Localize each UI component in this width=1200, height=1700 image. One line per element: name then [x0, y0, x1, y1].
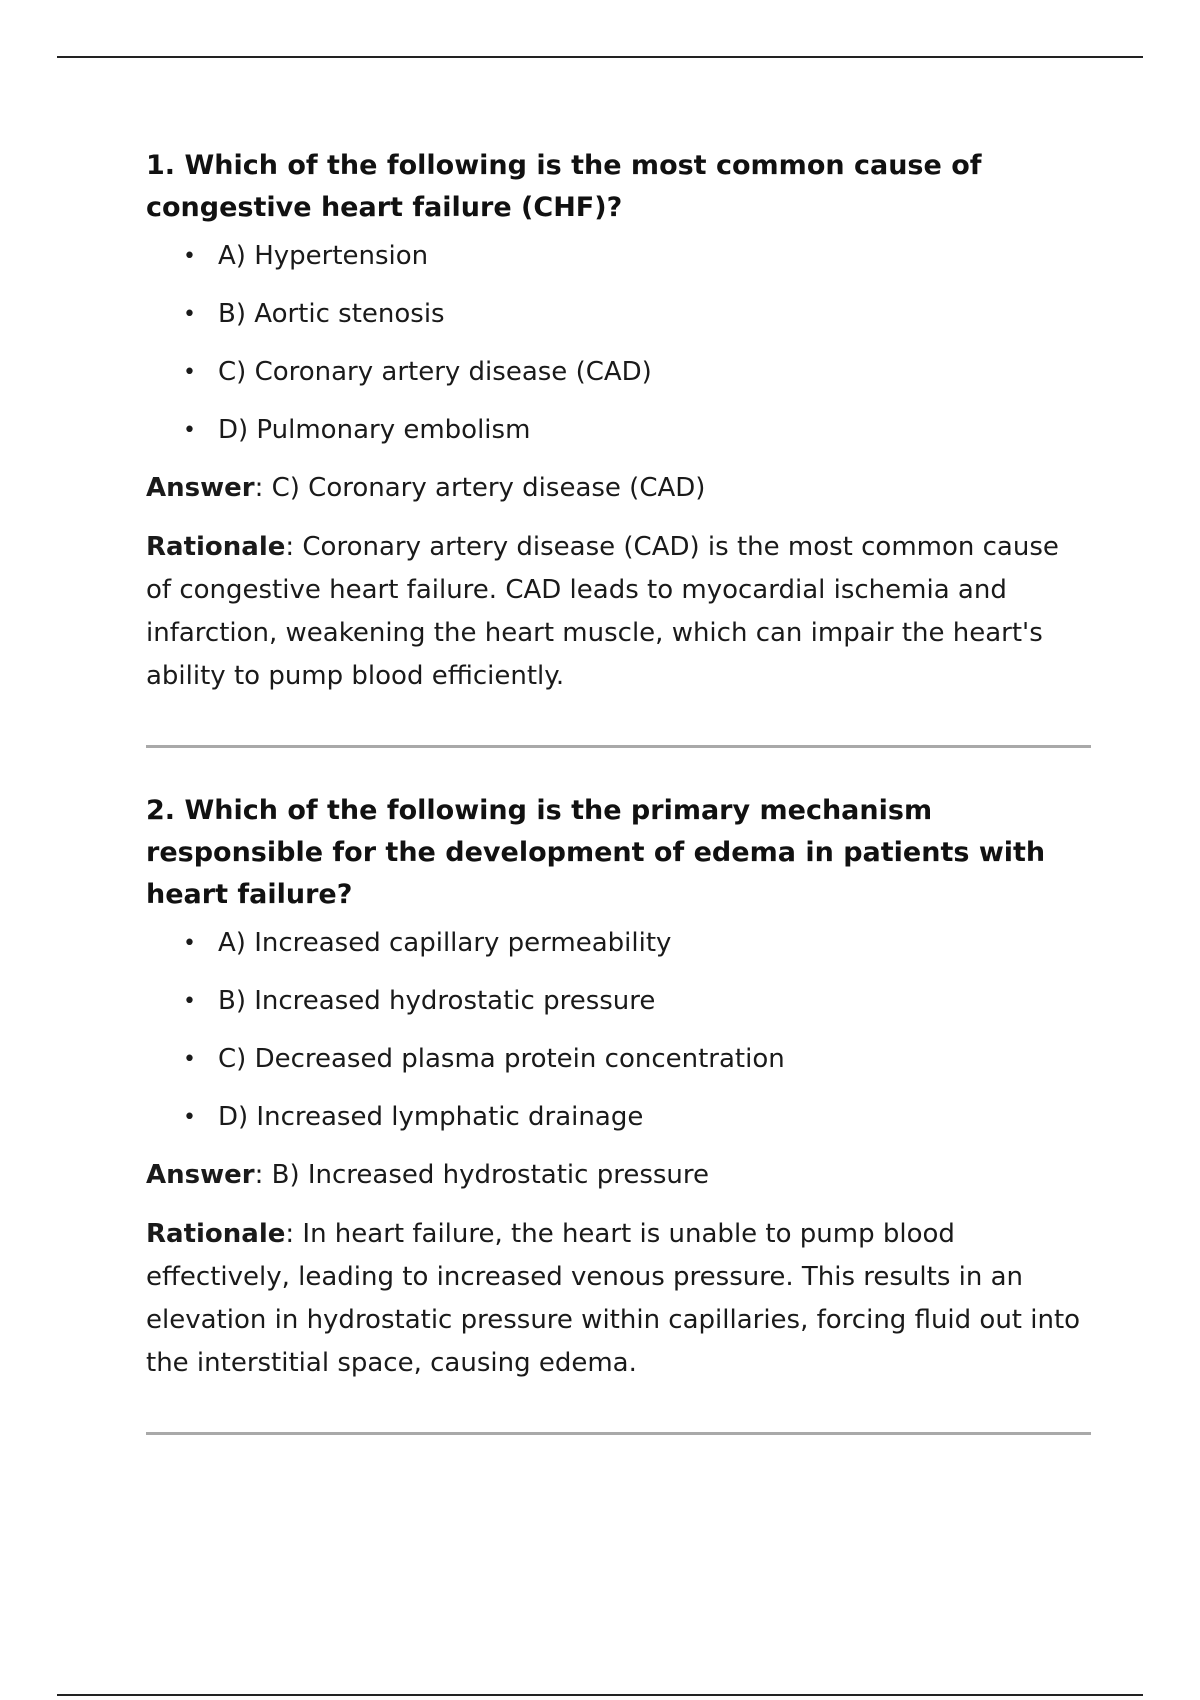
bullet-icon: •	[183, 302, 196, 327]
bullet-icon: •	[183, 244, 196, 269]
option-label: C) Coronary artery disease (CAD)	[218, 357, 652, 387]
answer-text: : C) Coronary artery disease (CAD)	[254, 473, 706, 503]
question-2	[146, 790, 1091, 1385]
rationale-label: Rationale	[146, 532, 286, 562]
option-label: D) Increased lymphatic drainage	[218, 1102, 644, 1132]
rationale-label: Rationale	[146, 1219, 286, 1249]
question-1-options	[146, 240, 1091, 447]
bullet-icon: •	[183, 418, 196, 443]
bullet-icon: •	[183, 931, 196, 956]
option-item	[146, 298, 1091, 331]
section-divider	[146, 1432, 1091, 1435]
question-1-answer	[146, 472, 1091, 505]
answer-text: : B) Increased hydrostatic pressure	[254, 1160, 710, 1190]
bullet-icon: •	[183, 1105, 196, 1130]
option-item	[146, 240, 1091, 273]
answer-label: Answer	[146, 1160, 255, 1190]
option-item	[146, 356, 1091, 389]
option-label: A) Hypertension	[218, 241, 429, 271]
question-2-rationale	[146, 1213, 1091, 1385]
option-item	[146, 927, 1091, 960]
question-2-title: 2. Which of the following is the primary mechanism responsible for the development of edema in patients with heart failure?	[146, 795, 1046, 910]
option-label: B) Increased hydrostatic pressure	[218, 986, 656, 1016]
bullet-icon: •	[183, 360, 196, 385]
question-1	[146, 145, 1091, 698]
document-content	[146, 145, 1091, 1477]
option-item	[146, 1043, 1091, 1076]
question-1-title: 1. Which of the following is the most common cause of congestive heart failure (CHF)?	[146, 150, 982, 223]
bullet-icon: •	[183, 989, 196, 1014]
option-label: B) Aortic stenosis	[218, 299, 445, 329]
option-item	[146, 985, 1091, 1018]
question-2-options	[146, 927, 1091, 1134]
question-2-answer	[146, 1159, 1091, 1192]
option-label: C) Decreased plasma protein concentration	[218, 1044, 785, 1074]
option-label: A) Increased capillary permeability	[218, 928, 672, 958]
question-1-rationale	[146, 526, 1091, 698]
option-label: D) Pulmonary embolism	[218, 415, 531, 445]
answer-label: Answer	[146, 473, 255, 503]
page-top-rule	[57, 56, 1143, 58]
page-bottom-rule	[57, 1694, 1143, 1696]
rationale-text: : In heart failure, the heart is unable to pump blood effectively, leading to increased venous pressure. This results in an elevation in hydrostatic pressure within capillaries, forcing fluid out into the interstitial space, causing edema.	[146, 1219, 1081, 1378]
rationale-text: : Coronary artery disease (CAD) is the most common cause of congestive heart failure. CAD leads to myocardial ischemia and infarction, weakening the heart muscle, which can impair the heart's ability to pump blood efficiently.	[146, 532, 1059, 691]
option-item	[146, 414, 1091, 447]
option-item	[146, 1101, 1091, 1134]
section-divider	[146, 745, 1091, 748]
bullet-icon: •	[183, 1047, 196, 1072]
